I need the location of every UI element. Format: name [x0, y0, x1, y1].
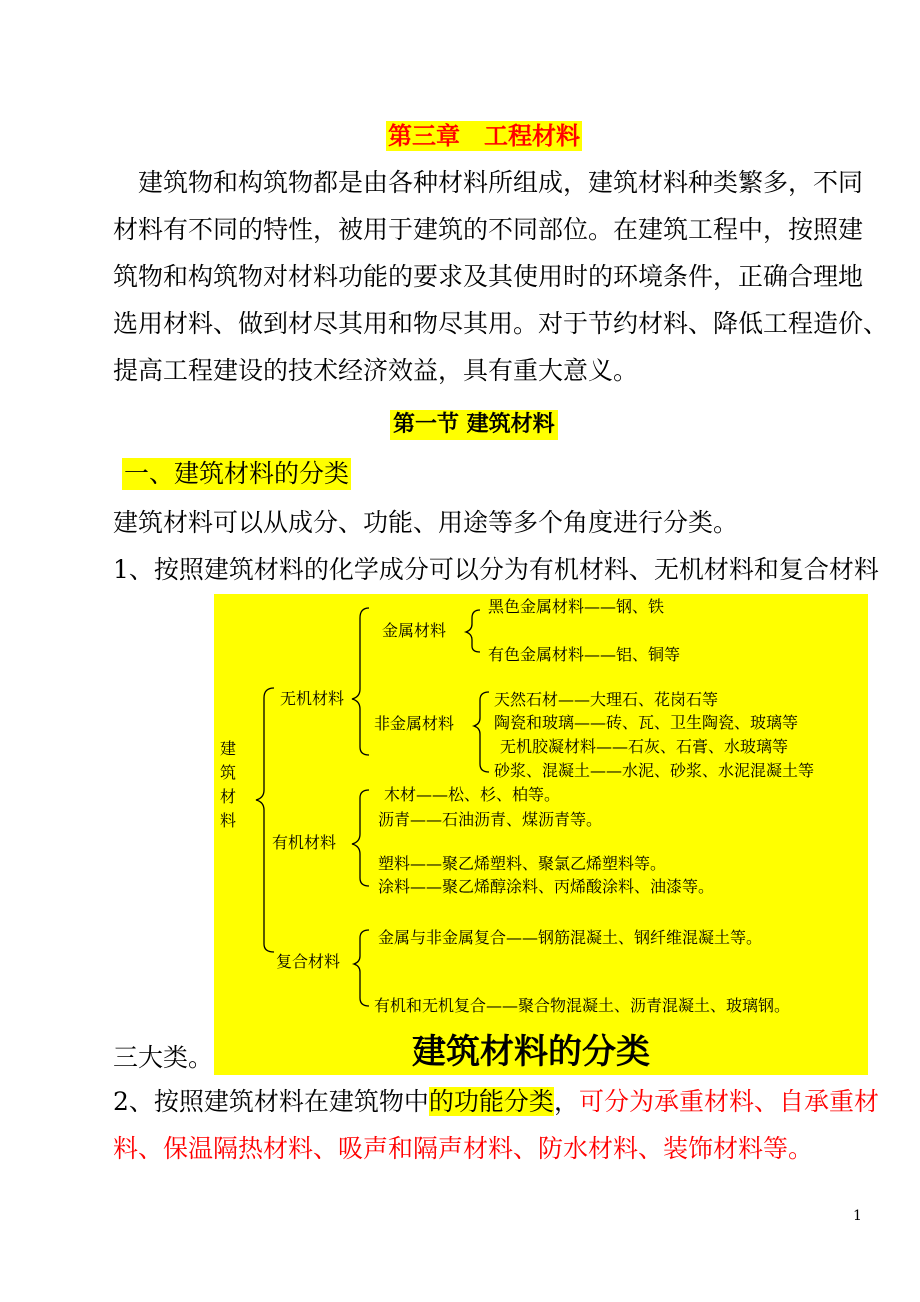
item2-prefix: 2、按照建筑材料在建筑物中	[113, 1087, 429, 1116]
inorganic-label: 无机材料	[280, 689, 345, 708]
nonferrous-label: 有色金属材料——铝、铜等	[488, 645, 681, 664]
item1-text: 1、按照建筑材料的化学成分可以分为有机材料、无机材料和复合材料	[113, 555, 879, 584]
root-char: 料	[220, 811, 237, 830]
root-char: 筑	[220, 763, 237, 782]
item2-comma: ，	[553, 1087, 579, 1116]
section-title: 第一节 建筑材料	[390, 410, 558, 440]
paint-label: 涂料——聚乙烯醇涂料、丙烯酸涂料、油漆等。	[378, 877, 715, 896]
intro-line: 筑物和构筑物对材料功能的要求及其使用时的环境条件，正确合理地	[113, 262, 864, 291]
item2-red-part2: 料、保温隔热材料、吸声和隔声材料、防水材料、装饰材料等。	[113, 1134, 814, 1163]
metal-brace	[466, 610, 480, 652]
binder-label: 无机胶凝材料——石灰、石膏、水玻璃等	[500, 737, 789, 756]
asphalt-label: 沥青——石油沥青、煤沥青等。	[378, 810, 603, 829]
stone-label: 天然石材——大理石、花岗石等	[494, 690, 719, 709]
chapter-title: 第三章 工程材料	[388, 122, 580, 150]
intro-line: 选用材料、做到材尽其用和物尽其用。对于节约材料、降低工程造价、	[113, 309, 889, 338]
composite-brace	[354, 930, 369, 1006]
mortar-label: 砂浆、混凝土——水泥、砂浆、水泥混凝土等	[494, 761, 815, 780]
composite-item-1: 金属与非金属复合——钢筋混凝土、钢纤维混凝土等。	[378, 928, 763, 947]
root-char: 建	[220, 739, 237, 758]
organic-brace	[352, 790, 369, 886]
item2-red-part1: 可分为承重材料、自承重材	[578, 1087, 879, 1116]
composite-item-2: 有机和无机复合——聚合物混凝土、沥青混凝土、玻璃钢。	[374, 996, 791, 1015]
root-char: 材	[220, 787, 237, 806]
wood-label: 木材——松、杉、柏等。	[384, 785, 561, 804]
item2-highlight: 的功能分类	[428, 1087, 554, 1116]
intro-line: 提高工程建设的技术经济效益，具有重大意义。	[113, 356, 639, 385]
intro-line: 材料有不同的特性，被用于建筑的不同部位。在建筑工程中，按照建	[113, 215, 864, 244]
composite-label: 复合材料	[276, 952, 341, 971]
classification-diagram	[214, 594, 868, 1075]
subsection-title: 一、建筑材料的分类	[124, 459, 350, 488]
plastic-label: 塑料——聚乙烯塑料、聚氯乙烯塑料等。	[378, 854, 667, 873]
root-label	[220, 737, 238, 833]
nonmetal-brace	[474, 692, 489, 772]
intro-paragraph	[113, 168, 889, 403]
diagram-caption: 建筑材料的分类	[412, 1032, 650, 1072]
root-brace	[256, 688, 274, 952]
page-number: 1	[853, 1208, 862, 1224]
metal-label: 金属材料	[382, 621, 447, 640]
ceramic-label: 陶瓷和玻璃——砖、瓦、卫生陶瓷、玻璃等	[494, 713, 799, 732]
ferrous-label: 黑色金属材料——钢、铁	[488, 597, 665, 616]
intro-line: 建筑物和构筑物都是由各种材料所组成，建筑材料种类繁多，不同	[113, 168, 864, 197]
nonmetal-label: 非金属材料	[374, 714, 455, 733]
classify-intro: 建筑材料可以从成分、功能、用途等多个角度进行分类。	[113, 508, 739, 537]
organic-label: 有机材料	[272, 833, 337, 852]
item2-line1	[113, 1087, 879, 1117]
inorganic-brace	[352, 608, 369, 755]
item1-tail: 三大类。	[113, 1043, 214, 1072]
